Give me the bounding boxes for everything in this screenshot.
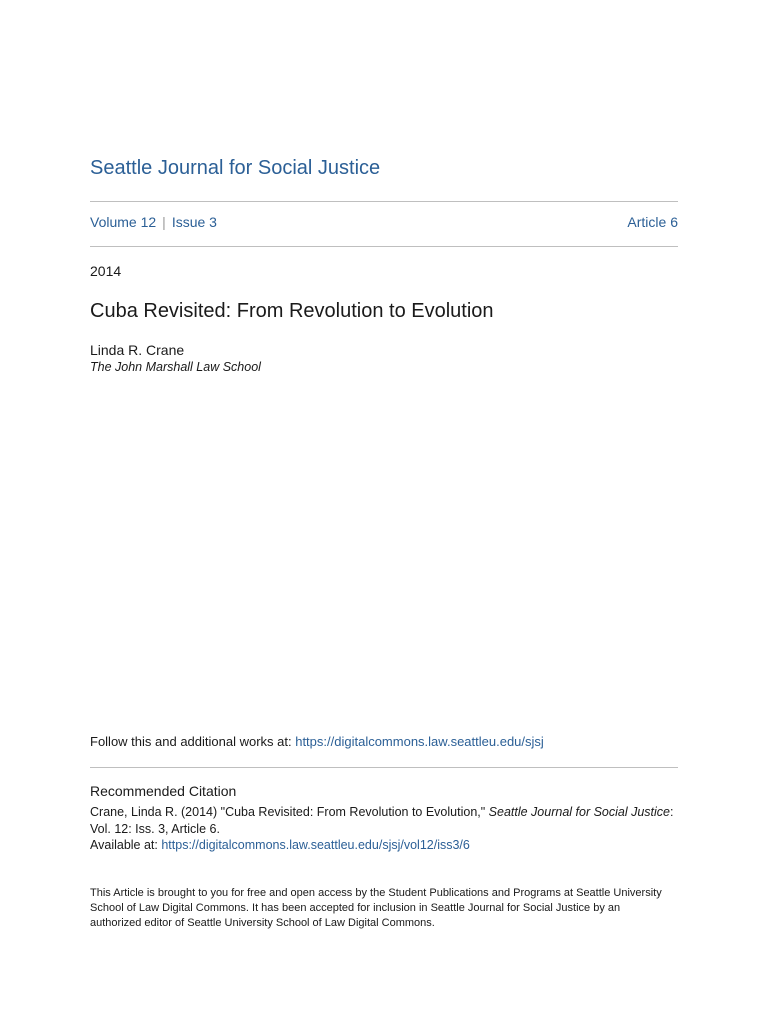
follow-label: Follow this and additional works at: xyxy=(90,734,296,749)
issue-bar xyxy=(90,214,678,234)
open-access-notice: This Article is brought to you for free and open access by the Student Publications and Programs at Seattle University School of Law Digital Commons. It has been accepted for inclusion in Seattle Journal for Social Justice by an authorized editor of Seattle University School of Law Digital Commons. xyxy=(90,887,662,929)
citation-divider xyxy=(90,767,678,768)
article-title: Cuba Revisited: From Revolution to Evolution xyxy=(90,300,494,322)
journal-title-link[interactable]: Seattle Journal for Social Justice xyxy=(90,157,381,179)
available-at-line xyxy=(90,838,470,852)
available-label: Available at: xyxy=(90,838,162,852)
issue-link[interactable]: Issue 3 xyxy=(171,214,217,230)
publication-year: 2014 xyxy=(90,263,122,279)
citation-journal-name: Seattle Journal for Social Justice xyxy=(488,805,670,819)
author-name: Linda R. Crane xyxy=(90,342,185,358)
cover-page xyxy=(90,0,678,1024)
citation-text xyxy=(90,804,678,838)
citation-text-after: : Vol. 12: Iss. 3, Article 6. xyxy=(90,805,674,836)
volume-issue-group xyxy=(90,214,217,230)
available-at-link[interactable]: https://digitalcommons.law.seattleu.edu/sjsj/vol12/iss3/6 xyxy=(161,838,470,852)
issue-divider xyxy=(90,246,678,247)
volume-issue-separator: | xyxy=(162,214,166,230)
author-affiliation: The John Marshall Law School xyxy=(90,360,261,374)
volume-link[interactable]: Volume 12 xyxy=(90,214,157,230)
article-number-link[interactable]: Article 6 xyxy=(627,214,678,230)
follow-works-line xyxy=(90,734,544,749)
follow-works-link[interactable]: https://digitalcommons.law.seattleu.edu/sjsj xyxy=(295,734,544,749)
citation-text-before: Crane, Linda R. (2014) "Cuba Revisited: From Revolution to Evolution," xyxy=(90,805,489,819)
recommended-citation-heading: Recommended Citation xyxy=(90,783,237,799)
top-divider xyxy=(90,201,678,202)
